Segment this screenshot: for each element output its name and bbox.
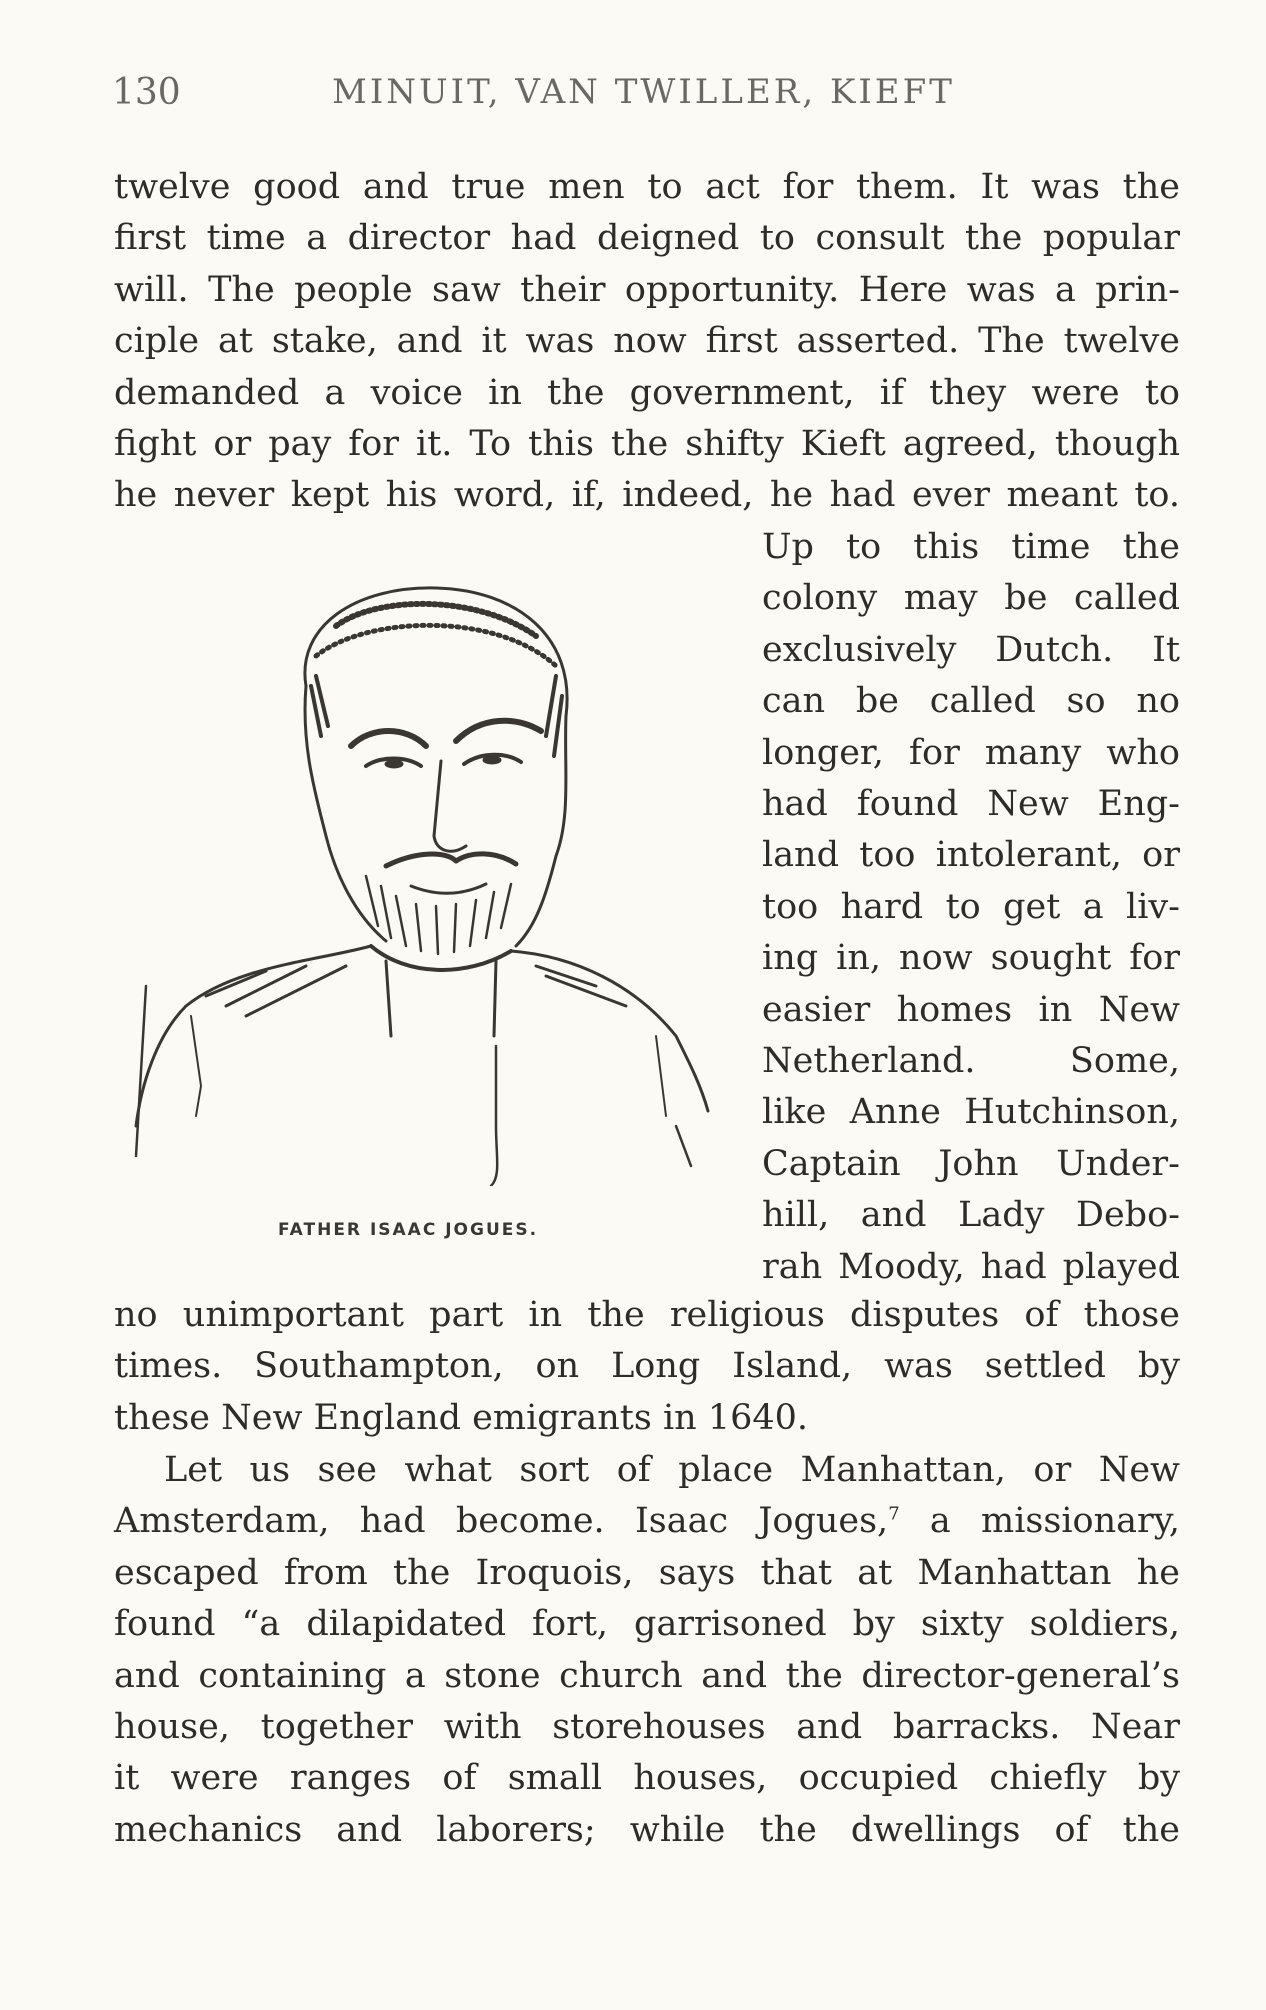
text-line: Captain John Under- <box>762 1143 1180 1184</box>
text-line: ciple at stake, and it was now first asserted. The twelve <box>114 321 1180 362</box>
text-line: house, together with storehouses and barracks. Near <box>114 1707 1180 1748</box>
text-line: ing in, now sought for <box>762 938 1180 979</box>
footnote-mark[interactable]: 7 <box>888 1503 900 1525</box>
page-header <box>112 62 1172 122</box>
text-fragment: Amsterdam, had become. Isaac Jogues, <box>114 1501 889 1542</box>
paragraph-manhattan <box>114 1445 1180 1856</box>
text-line: colony may be called <box>762 578 1180 619</box>
text-line <box>114 1496 1180 1547</box>
text-line: easier homes in New <box>762 989 1180 1030</box>
text-line: will. The people saw their opportunity. Here was a prin- <box>114 269 1180 310</box>
text-line: land too intolerant, or <box>762 835 1180 876</box>
paragraph-continuation <box>114 1290 1180 1444</box>
text-fragment: a missionary, <box>899 1501 1180 1542</box>
text-line: mechanics and laborers; while the dwellings of the <box>114 1809 1180 1850</box>
portrait-illustration <box>116 566 736 1186</box>
paragraph-wrapped-beside-figure <box>762 522 1180 1293</box>
text-line: can be called so no <box>762 681 1180 722</box>
text-line: had found New Eng- <box>762 784 1180 825</box>
text-line: first time a director had deigned to consult the popular <box>114 218 1180 259</box>
text-line: these New England emigrants in 1640. <box>114 1397 809 1438</box>
text-line: longer, for many who <box>762 732 1180 773</box>
text-line: rah Moody, had played <box>762 1246 1180 1287</box>
paragraph-opening <box>114 162 1180 522</box>
text-line: fight or pay for it. To this the shifty Kieft agreed, though <box>114 424 1180 465</box>
text-line: found “a dilapidated fort, garrisoned by sixty soldiers, <box>114 1604 1180 1645</box>
page-number: 130 <box>112 72 181 113</box>
running-head: MINUIT, VAN TWILLER, KIEFT <box>332 72 955 112</box>
text-line: he never kept his word, if, indeed, he had ever meant to. <box>114 475 1180 516</box>
text-line: exclusively Dutch. It <box>762 629 1180 670</box>
text-line: escaped from the Iroquois, says that at Manhattan he <box>114 1552 1180 1593</box>
text-line: Netherland. Some, <box>762 1041 1180 1082</box>
text-line: hill, and Lady Debo- <box>762 1195 1180 1236</box>
text-line: it were ranges of small houses, occupied chiefly by <box>114 1758 1180 1799</box>
text-line: Up to this time the <box>762 527 1180 567</box>
text-line: twelve good and true men to act for them. It was the <box>114 167 1180 207</box>
text-line: demanded a voice in the government, if they were to <box>114 372 1180 413</box>
text-line: like Anne Hutchinson, <box>762 1092 1180 1133</box>
figure-caption: FATHER ISAAC JOGUES. <box>278 1220 539 1240</box>
text-line: too hard to get a liv- <box>762 886 1180 927</box>
text-line: and containing a stone church and the director-general’s <box>114 1655 1180 1696</box>
text-line: Let us see what sort of place Manhattan, or New <box>164 1450 1180 1490</box>
text-line: times. Southampton, on Long Island, was settled by <box>114 1346 1180 1387</box>
text-line: no unimportant part in the religious disputes of those <box>114 1295 1180 1335</box>
